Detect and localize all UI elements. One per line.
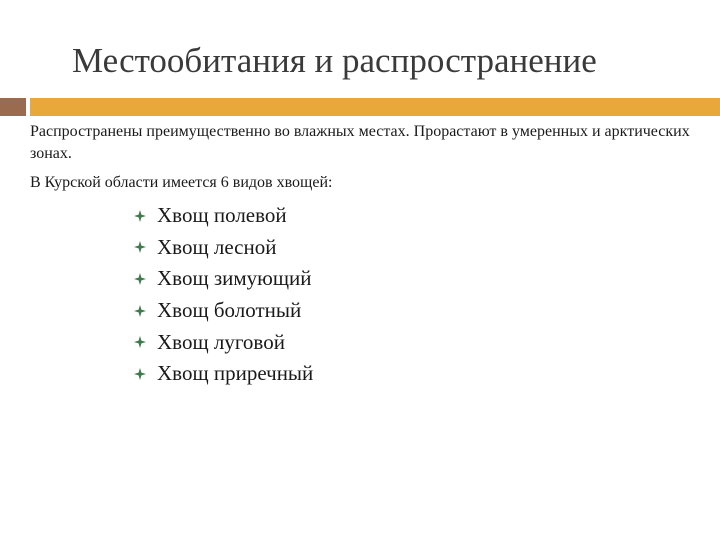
diamond-star-bullet-icon [134,210,146,222]
diamond-star-bullet-icon [134,368,146,380]
list-item-label: Хвощ лесной [157,234,277,259]
list-item [130,232,313,264]
list-item [130,200,313,232]
list-item [130,358,313,390]
list-item [130,295,313,327]
list-item-label: Хвощ приречный [157,361,314,386]
diamond-star-bullet-icon [134,305,146,317]
accent-bar-orange [30,98,720,116]
list-item-label: Хвощ луговой [157,329,285,354]
slide-title: Местообитания и распространение [72,41,597,80]
body-text [30,121,690,194]
diamond-star-bullet-icon [134,241,146,253]
diamond-star-bullet-icon [134,336,146,348]
list-item [130,263,313,295]
list-item-label: Хвощ болотный [157,298,302,323]
list-item-label: Хвощ полевой [157,203,287,228]
paragraph-distribution: Распространены преимущественно во влажных местах. Прорастают в умеренных и арктических зонах. [30,123,690,162]
list-item [130,326,313,358]
diamond-star-bullet-icon [134,273,146,285]
list-item-label: Хвощ зимующий [157,266,312,291]
species-list [130,200,313,390]
paragraph-species-count: В Курской области имеется 6 видов хвощей: [30,174,333,191]
accent-bar-brown [0,98,26,116]
